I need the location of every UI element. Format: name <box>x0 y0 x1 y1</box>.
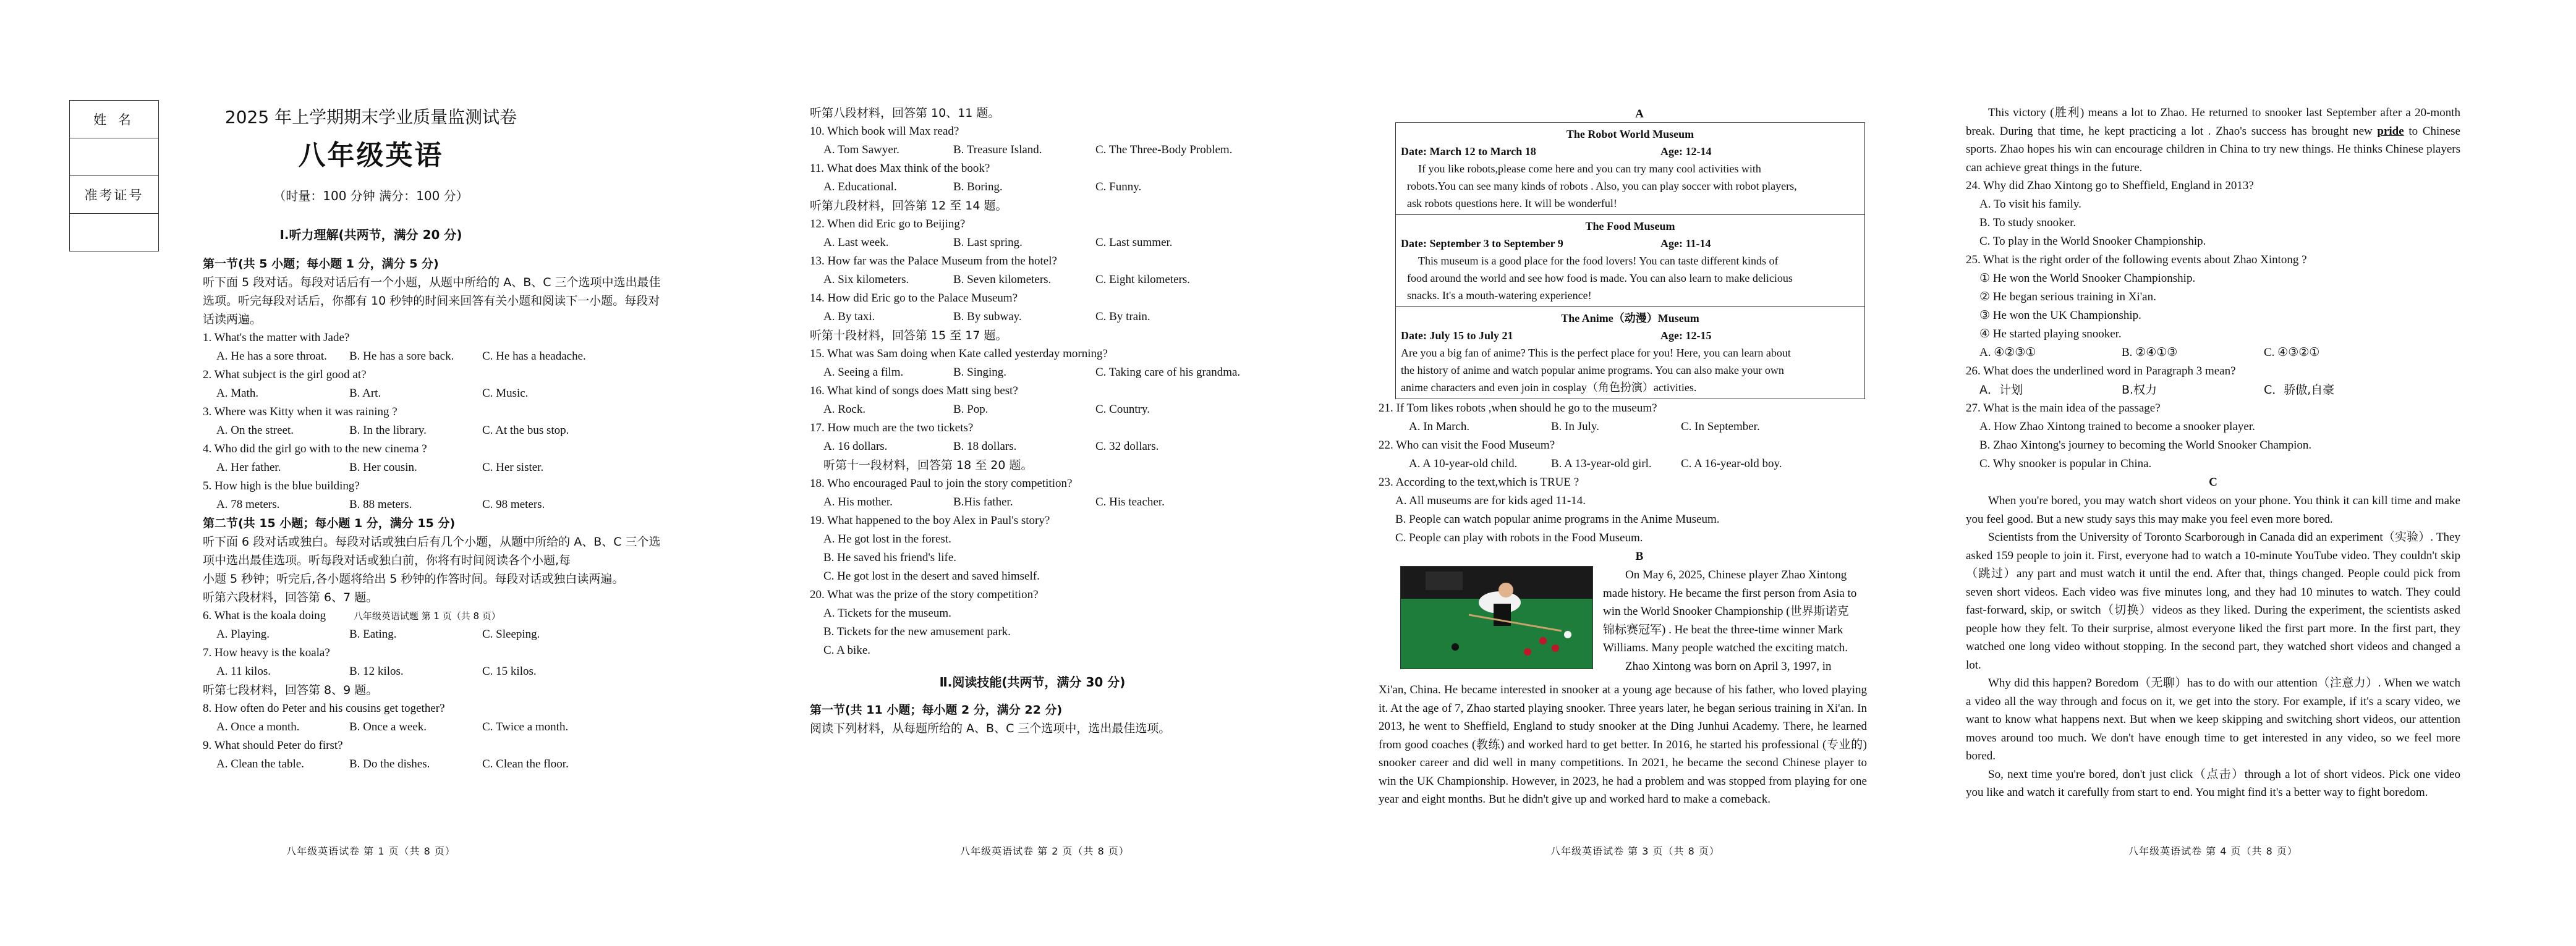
question-stem: 24. Why did Zhao Xintong go to Sheffield, England in 2013? <box>1966 179 2254 192</box>
option-c[interactable]: C. To play in the World Snooker Championship. <box>1979 235 2206 248</box>
option-row <box>810 493 1304 512</box>
option-row <box>203 755 791 774</box>
passage-c-paragraph: When you're bored, you may watch short videos on your phone. You think it can kill time and make you feel good. But a new study says this may make you feel even more bored. <box>1966 494 2460 526</box>
question-stem: 2. What subject is the girl good at? <box>203 368 367 381</box>
instruction-line: 项中选出最佳选项。听每段对话或独白前，你将有时间阅读各个小题,每 <box>203 554 571 567</box>
option-a[interactable]: A. To visit his family. <box>1979 198 2081 211</box>
option-c[interactable]: C. Twice a month. <box>482 720 569 733</box>
museum-title: The Anime（动漫）Museum <box>1561 312 1699 324</box>
option-a[interactable]: A. He has a sore throat. <box>216 350 327 363</box>
question-stem: 8. How often do Peter and his cousins get together? <box>203 702 445 715</box>
option-c[interactable]: C. Her sister. <box>482 461 544 474</box>
museum-desc: If you like robots,please come here and you can try many cool activities with <box>1418 163 1761 175</box>
option-a[interactable]: A. His mother. <box>823 496 893 509</box>
question-stem: 7. How heavy is the koala? <box>203 646 330 659</box>
option-b[interactable]: B. By subway. <box>953 310 1022 323</box>
option-a[interactable]: A. 78 meters. <box>216 498 280 511</box>
option-b[interactable]: B. Art. <box>349 387 381 400</box>
option-row <box>203 421 791 440</box>
question-stem: 11. What does Max think of the book? <box>810 162 990 175</box>
question-stem: 9. What should Peter do first? <box>203 739 343 752</box>
instruction-line: 话读两遍。 <box>203 313 262 326</box>
option-a[interactable]: A. On the street. <box>216 424 294 437</box>
page-2 <box>810 0 1304 946</box>
option-a[interactable]: A. He got lost in the forest. <box>823 533 951 546</box>
instruction-line: 阅读下列材料，从每题所给的 A、B、C 三个选项中，选出最佳选项。 <box>810 722 1171 735</box>
passage-note: 听第九段材料，回答第 12 至 14 题。 <box>810 199 1008 213</box>
option-row <box>203 625 791 644</box>
passage-c-paragraph: So, next time you're bored, don't just click（点击）through a lot of short videos. Pick one video you like and watch it carefully from start to end. You might find it's a better way to fight boredom. <box>1966 767 2460 799</box>
option-row <box>203 347 791 366</box>
passage-a-label: A <box>1635 108 1644 120</box>
option-a[interactable]: A. Playing. <box>216 628 270 641</box>
option-row <box>1966 381 2460 399</box>
option-row <box>810 308 1304 326</box>
page-4 <box>1966 0 2460 946</box>
underlined-word: pride <box>2377 124 2404 138</box>
option-a[interactable]: A. How Zhao Xintong trained to become a snooker player. <box>1979 420 2255 433</box>
question-stem: 5. How high is the blue building? <box>203 479 360 492</box>
option-c[interactable]: C. He got lost in the desert and saved himself. <box>823 570 1040 583</box>
instruction-line: 听下面 6 段对话或独白。每段对话或独白后有几个小题，从题中所给的 A、B、C 三个选 <box>203 535 661 549</box>
option-c[interactable]: C. 32 dollars. <box>1095 440 1159 453</box>
name-field[interactable] <box>70 138 159 176</box>
id-label: 准考证号 <box>70 176 159 214</box>
instruction-line: 听第六段材料，回答第 6、7 题。 <box>203 591 378 604</box>
option-b[interactable]: B. Singing. <box>953 366 1007 379</box>
option-a[interactable]: A. In March. <box>1409 420 1470 433</box>
museum-table <box>1395 122 1865 399</box>
option-a[interactable]: A. Clean the table. <box>216 758 304 771</box>
order-item: ③ He won the UK Championship. <box>1979 309 2141 322</box>
q6-stem: 6. What is the koala doing <box>203 609 326 622</box>
option-a[interactable]: A. All museums are for kids aged 11-14. <box>1395 494 1586 507</box>
exam-title: 2025 年上学期期末学业质量监测试卷 <box>224 107 517 127</box>
option-a[interactable]: A. Six kilometers. <box>823 273 909 286</box>
option-row <box>203 384 791 403</box>
option-b[interactable]: B. 12 kilos. <box>349 665 404 678</box>
option-c[interactable]: C. A 16-year-old boy. <box>1681 457 1782 470</box>
order-item: ① He won the World Snooker Championship. <box>1979 272 2196 285</box>
order-item: ④ He started playing snooker. <box>1979 327 2122 340</box>
option-b[interactable]: B. Tickets for the new amusement park. <box>823 625 1011 638</box>
option-c[interactable]: C. People can play with robots in the Food Museum. <box>1395 531 1643 544</box>
option-b[interactable]: B. A 13-year-old girl. <box>1551 457 1652 470</box>
option-c[interactable]: C. 98 meters. <box>482 498 545 511</box>
question-stem: 14. How did Eric go to the Palace Museum? <box>810 292 1018 305</box>
page-footer: 八年级英语试卷 第 3 页（共 8 页） <box>1550 845 1720 857</box>
question-stem: 12. When did Eric go to Beijing? <box>810 217 966 230</box>
option-row <box>810 234 1304 252</box>
passage-note: 听第十一段材料，回答第 18 至 20 题。 <box>823 458 1033 472</box>
museum-card <box>1396 123 1865 215</box>
museum-desc: anime characters and even join in cosplay（角色扮演）activities. <box>1401 381 1697 394</box>
museum-age: Age: 12-15 <box>1660 329 1712 342</box>
option-b[interactable]: B. Zhao Xintong's journey to becoming the World Snooker Champion. <box>1979 439 2312 452</box>
option-b[interactable]: B. To study snooker. <box>1979 216 2077 229</box>
option-c[interactable]: C. By train. <box>1095 310 1150 323</box>
museum-date: Date: March 12 to March 18 <box>1401 145 1536 158</box>
part2-heading: Ⅱ.阅读技能(共两节，满分 30 分) <box>939 675 1126 690</box>
museum-title: The Food Museum <box>1585 220 1675 232</box>
question-stem: 13. How far was the Palace Museum from the hotel? <box>810 255 1057 268</box>
page-3 <box>1379 0 1892 946</box>
option-b[interactable]: B. ②④①③ <box>2122 346 2178 359</box>
question-stem: 4. Who did the girl go with to the new cinema ? <box>203 442 427 455</box>
option-a[interactable]: A. Once a month. <box>216 720 300 733</box>
museum-desc: snacks. It's a mouth-watering experience! <box>1407 289 1592 302</box>
passage-c-label: C <box>2209 476 2217 489</box>
museum-card <box>1396 307 1865 399</box>
instruction-line: 听下面 5 段对话。每段对话后有一个小题，从题中所给的 A、B、C 三个选项中选出最佳 <box>203 276 661 289</box>
option-b[interactable]: B. He has a sore back. <box>349 350 454 363</box>
option-a[interactable]: A. 16 dollars. <box>823 440 888 453</box>
option-a[interactable]: A．计划 <box>1979 383 2023 397</box>
option-c[interactable]: C. Eight kilometers. <box>1095 273 1191 286</box>
question-stem <box>203 607 791 625</box>
section2-heading: 第二节(共 15 小题；每小题 1 分，满分 15 分) <box>203 517 456 530</box>
museum-date: Date: September 3 to September 9 <box>1401 237 1563 250</box>
option-c[interactable]: C. Clean the floor. <box>482 758 569 771</box>
passage-note: 听第七段材料，回答第 8、9 题。 <box>203 683 378 697</box>
option-row <box>1395 455 1884 473</box>
question-stem: 19. What happened to the boy Alex in Paul's story? <box>810 514 1050 527</box>
option-b[interactable]: B.His father. <box>953 496 1013 509</box>
museum-card <box>1396 215 1865 307</box>
question-stem: 20. What was the prize of the story competition? <box>810 588 1039 601</box>
passage-text: This victory (胜利) means a lot to Zhao. He returned to snooker last September after a 20-month break. During that time, he kept practicing a lot . Zhao's success has brought new <box>1966 106 2460 138</box>
option-b[interactable]: B.权力 <box>2122 383 2157 397</box>
passage-line: win the World Snooker Championship (世界斯诺克 <box>1603 605 1849 618</box>
option-a[interactable]: A. Tom Sawyer. <box>823 143 899 156</box>
option-b[interactable]: B. He saved his friend's life. <box>823 551 957 564</box>
option-row <box>1395 418 1884 436</box>
option-b[interactable]: B. In the library. <box>349 424 427 437</box>
option-a[interactable]: A. Rock. <box>823 403 866 416</box>
option-c[interactable]: C. Why snooker is popular in China. <box>1979 457 2152 470</box>
passage-b-top <box>1379 566 1884 681</box>
option-a[interactable]: A. Her father. <box>216 461 281 474</box>
museum-desc: ask robots questions here. It will be wonderful! <box>1407 197 1617 209</box>
option-b[interactable]: B. Boring. <box>953 180 1003 193</box>
option-c[interactable]: C. The Three-Body Problem. <box>1095 143 1233 156</box>
question-stem: 16. What kind of songs does Matt sing best? <box>810 384 1018 397</box>
option-b[interactable]: B. 88 meters. <box>349 498 412 511</box>
passage-b-body: Xi'an, China. He became interested in snooker at a young age because of his father, who loved playing it. At the age of 7, Zhao started playing snooker. Three years later, he began serious training in Xi'an. In 2013, he went to Sheffield, England to study snooker at the Ding Junhui Academy. There, he learned from good coaches (教练) and worked hard to get better. In 2016, he started his professional (专业的) snooker career and did well in many competitions. In 2021, he became the second Chinese player to win the UK Championship. However, in 2023, he had a problem and was stopped from playing for one year and eight months. But he didn't give up and worked hard to make a comeback. <box>1379 683 1867 806</box>
subject-title: 八年级英语 <box>298 140 444 171</box>
option-row <box>1966 344 2460 362</box>
option-c[interactable]: C. His teacher. <box>1095 496 1165 509</box>
option-a[interactable]: A. Educational. <box>823 180 897 193</box>
question-stem: 3. Where was Kitty when it was raining ? <box>203 405 397 418</box>
passage-c-paragraph: Scientists from the University of Toronto Scarborough in Canada did an experiment（实验）. They asked 159 people to join it. First, everyone had to watch a 10-minute YouTube video. They couldn't skip（跳过）any part and must watch it until the end. After that, things changed. People could pick from seven short videos. Each video was five minutes long, and they had 10 minutes to watch. They could fast-forward, skip, or switch（切换）videos as they liked. During the experiment, the scientists asked people how they felt. To their surprise, almost everyone liked the first part more. In the first part, they watched one long video without stopping. In the second part, they watched short videos and changed a lot. <box>1966 531 2460 672</box>
option-row <box>810 400 1304 419</box>
passage-b-ending <box>1966 104 2460 177</box>
option-b[interactable]: B. People can watch popular anime programs in the Anime Museum. <box>1395 513 1720 526</box>
museum-age: Age: 11-14 <box>1660 237 1711 250</box>
question-stem: 15. What was Sam doing when Kate called yesterday morning? <box>810 347 1108 360</box>
passage-line: On May 6, 2025, Chinese player Zhao Xintong <box>1625 568 1847 581</box>
option-c[interactable]: C. 15 kilos. <box>482 665 537 678</box>
option-row <box>810 178 1304 196</box>
option-row <box>203 458 791 477</box>
option-b[interactable]: B. In July. <box>1551 420 1599 433</box>
question-stem: 1. What's the matter with Jade? <box>203 331 350 344</box>
option-c[interactable]: C. Funny. <box>1095 180 1142 193</box>
option-row <box>203 718 791 737</box>
name-label: 姓 名 <box>70 101 159 138</box>
option-a[interactable]: A. Tickets for the museum. <box>823 607 951 620</box>
passage-line: Williams. Many people watched the exciting match. <box>1603 641 1848 654</box>
question-stem: 17. How much are the two tickets? <box>810 421 974 434</box>
option-c[interactable]: C. He has a headache. <box>482 350 586 363</box>
museum-desc: robots.You can see many kinds of robots . Also, you can play soccer with robot players, <box>1407 180 1797 192</box>
passage-note: 听第十段材料，回答第 15 至 17 题。 <box>810 329 1008 342</box>
part1-heading: Ⅰ.听力理解(共两节，满分 20 分) <box>279 227 462 242</box>
option-c[interactable]: C. Taking care of his grandma. <box>1095 366 1241 379</box>
option-a[interactable]: A. A 10-year-old child. <box>1409 457 1518 470</box>
option-b[interactable]: B. Do the dishes. <box>349 758 430 771</box>
running-note: 八年级英语试题 第 1 页（共 8 页） <box>353 610 501 622</box>
section-heading: 第一节(共 11 小题；每小题 2 分，满分 22 分) <box>810 703 1063 717</box>
option-c[interactable]: C．骄傲,自豪 <box>2264 383 2335 397</box>
instruction-line: 小题 5 秒钟；听完后,各小题将给出 5 秒钟的作答时间。每段对话或独白读两遍。 <box>203 572 624 586</box>
question-stem: 10. Which book will Max read? <box>810 125 959 138</box>
option-c[interactable]: C. ④③②① <box>2264 346 2320 359</box>
option-a[interactable]: A. Math. <box>216 387 259 400</box>
option-a[interactable]: A. 11 kilos. <box>216 665 271 678</box>
option-b[interactable]: B. Seven kilometers. <box>953 273 1052 286</box>
option-b[interactable]: B. Eating. <box>349 628 397 641</box>
candidate-info-box <box>69 100 159 251</box>
museum-age: Age: 12-14 <box>1660 145 1712 158</box>
passage-line: made history. He became the first person from Asia to <box>1603 586 1857 600</box>
option-row <box>810 141 1304 159</box>
page-1 <box>0 0 791 946</box>
museum-desc: Are you a big fan of anime? This is the perfect place for you! Here, you can learn about <box>1401 347 1791 359</box>
time-info: （时量：100 分钟 满分：100 分） <box>273 188 469 203</box>
question-stem: 18. Who encouraged Paul to join the story competition? <box>810 477 1073 490</box>
option-a[interactable]: A. Seeing a film. <box>823 366 904 379</box>
option-b[interactable]: B. Her cousin. <box>349 461 417 474</box>
museum-desc: the history of anime and watch popular anime programs. You can also make your own <box>1401 364 1784 376</box>
museum-date: Date: July 15 to July 21 <box>1401 329 1513 342</box>
museum-desc: food around the world and see how food is made. You can also learn to make delicious <box>1407 272 1793 284</box>
option-c[interactable]: C. A bike. <box>823 644 871 657</box>
page-footer: 八年级英语试卷 第 1 页（共 8 页） <box>286 845 456 857</box>
option-c[interactable]: C. In September. <box>1681 420 1760 433</box>
option-row <box>203 496 791 514</box>
option-b[interactable]: B. Last spring. <box>953 236 1022 249</box>
passage-note: 听第八段材料，回答第 10、11 题。 <box>810 106 1000 120</box>
option-row <box>203 662 791 681</box>
question-stem: 27. What is the main idea of the passage? <box>1966 402 2161 415</box>
question-stem: 23. According to the text,which is TRUE ? <box>1379 476 1579 489</box>
option-c[interactable]: C. Sleeping. <box>482 628 540 641</box>
page-footer: 八年级英语试卷 第 4 页（共 8 页） <box>2128 845 2298 857</box>
museum-title: The Robot World Museum <box>1566 128 1694 140</box>
snooker-player-photo <box>1400 566 1593 669</box>
option-a[interactable]: A. ④②③① <box>1979 346 2036 359</box>
option-row <box>810 271 1304 289</box>
option-b[interactable]: B. Once a week. <box>349 720 427 733</box>
question-stem: 26. What does the underlined word in Paragraph 3 mean? <box>1966 365 2236 378</box>
option-row <box>810 437 1304 456</box>
passage-b-label: B <box>1635 550 1644 563</box>
snooker-scene-icon <box>1401 567 1592 669</box>
option-a[interactable]: A. By taxi. <box>823 310 875 323</box>
option-c[interactable]: C. Music. <box>482 387 529 400</box>
order-item: ② He began serious training in Xi'an. <box>1979 290 2156 303</box>
passage-line: Zhao Xintong was born on April 3, 1997, in <box>1625 659 1832 673</box>
passage-line: 锦标赛冠军) . He beat the three-time winner Mark <box>1603 623 1843 636</box>
instruction-line: 选项。听完每段对话后，你都有 10 秒钟的时间来回答有关小题和阅读下一小题。每段对 <box>203 294 660 308</box>
option-c[interactable]: C. Last summer. <box>1095 236 1173 249</box>
option-b[interactable]: B. 18 dollars. <box>953 440 1017 453</box>
question-stem: 22. Who can visit the Food Museum? <box>1379 439 1555 452</box>
option-a[interactable]: A. Last week. <box>823 236 889 249</box>
option-c[interactable]: C. Country. <box>1095 403 1150 416</box>
museum-desc: This museum is a good place for the food lovers! You can taste different kinds of <box>1418 255 1779 267</box>
id-field[interactable] <box>70 214 159 251</box>
question-stem: 21. If Tom likes robots ,when should he go to the museum? <box>1379 402 1657 415</box>
passage-text: to Chinese sports. Zhao hopes his win can encourage children in China to try new things. He thinks Chinese players can achieve great things in the future. <box>1966 124 2460 174</box>
option-c[interactable]: C. At the bus stop. <box>482 424 569 437</box>
option-b[interactable]: B. Treasure Island. <box>953 143 1042 156</box>
option-b[interactable]: B. Pop. <box>953 403 988 416</box>
section1-heading: 第一节(共 5 小题；每小题 1 分，满分 5 分) <box>203 257 439 271</box>
page-footer: 八年级英语试卷 第 2 页（共 8 页） <box>960 845 1129 857</box>
passage-c-paragraph: Why did this happen? Boredom（无聊）has to do with our attention（注意力）. When we watch a video all the way through and focus on it, we get into the story. For example, if it's a scary video, we want to know what happens next. But when we keep skipping and switching short videos, our attention moves around too much. We don't have enough time to get interested in any video, so we feel more bored. <box>1966 677 2460 762</box>
question-stem: 25. What is the right order of the following events about Zhao Xintong ? <box>1966 253 2307 266</box>
option-row <box>810 363 1304 382</box>
